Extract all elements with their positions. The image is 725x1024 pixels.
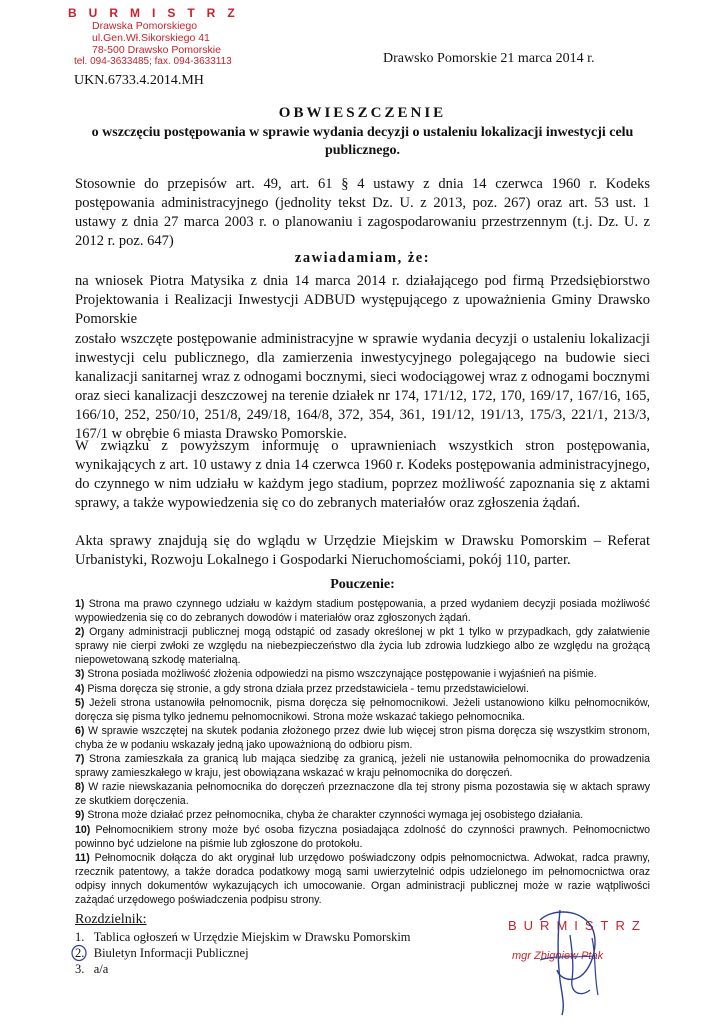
pouczenie-heading: Pouczenie: bbox=[330, 577, 395, 592]
pouczenie-list bbox=[75, 597, 650, 907]
distribution-item: 1. Tablica ogłoszeń w Urzędzie Miejskim w Drawsku Pomorskim bbox=[75, 930, 411, 944]
distribution-item: 2. Biuletyn Informacji Publicznej bbox=[75, 946, 249, 960]
pouczenie-item: 3) Strona posiada możliwość złożenia odpowiedzi na pismo wszczynające postępowanie i wyjaśnień na piśmie. bbox=[75, 668, 597, 681]
distribution-item: 3. a/a bbox=[75, 962, 109, 976]
document-title: OBWIESZCZENIE bbox=[278, 105, 447, 121]
handwritten-circle-mark bbox=[70, 944, 88, 962]
stamp-line-2: ul.Gen.Wł.Sikorskiego 41 bbox=[92, 32, 210, 44]
document-subtitle: o wszczęciu postępowania w sprawie wydania decyzji o ustaleniu lokalizacji inwestycji celu publicznego. bbox=[91, 125, 634, 158]
pouczenie-item: 1) Strona ma prawo czynnego udziału w każdym stadium postępowania, a przed wydaniem decyzji posiada możliwość wypowiedzenia się co do zebranych dowodów i materiałów oraz zgłoszonych żądań. bbox=[75, 598, 650, 625]
signature-stamp-title: BURMISTRZ bbox=[508, 918, 647, 933]
body-paragraph-applicant: na wniosek Piotra Matysika z dnia 14 marca 2014 r. działającego pod firmą Przedsiębiorstwo Projektowania i Realizacji Inwestycji ADBUD występującego z upoważnienia Gminy Drawsko Pomorskie bbox=[75, 273, 650, 327]
distribution-list bbox=[75, 929, 411, 977]
notify-heading: zawiadamiam, że: bbox=[294, 250, 431, 266]
pouczenie-item: 8) W razie niewskazania pełnomocnika do doręczeń przeznaczone dla tej strony pisma pozostawia się w aktach sprawy ze skutkiem doręczenia. bbox=[75, 781, 650, 808]
pouczenie-item: 9) Strona może działać przez pełnomocnika, chyba że charakter czynności wymaga jej osobistego działania. bbox=[75, 809, 584, 822]
pouczenie-item: 11) Pełnomocnik dołącza do akt oryginał lub urzędowo poświadczony odpis pełnomocnictwa. Adwokat, radca prawny, rzecznik patentowy, a także doradca podatkowy mogą sami uwierzytelnić odpis udzielonego im pełnomocnictwa oraz odpisy innych dokumentów wykazujących ich umocowanie. Organ administracji publicznej może w razie wątpliwości zażądać urzędowego poświadczenia podpisu strony. bbox=[75, 851, 650, 906]
pouczenie-item: 4) Pisma doręcza się stronie, a gdy strona działa przez przedstawiciela - temu przedstawicielowi. bbox=[75, 682, 529, 695]
pouczenie-item: 2) Organy administracji publicznej mogą odstąpić od zasady określonej w pkt 1 tylko w przypadkach, gdy załatwienie sprawy nie cierpi zwłoki ze względu na niebezpieczeństwo dla życia lub zdrowia ludzkiego albo ze względu na grożącą niepowetowaną szkodę materialną. bbox=[75, 626, 650, 667]
stamp-title: BURMISTRZ bbox=[68, 6, 247, 20]
legal-basis-paragraph: Stosownie do przepisów art. 49, art. 61 § 4 ustawy z dnia 14 czerwca 1960 r. Kodeks postępowania administracyjnego (jednolity tekst Dz. U. z 2013, poz. 267) oraz art. 53 ust. 1 ustawy z dnia 27 marca 2003 r. o planowaniu i zagospodarowaniu przestrzennym (t.j. Dz. U. z 2012 r. poz. 647) bbox=[75, 176, 650, 249]
pouczenie-item: 7) Strona zamieszkała za granicą lub mająca siedzibę za granicą, jeżeli nie ustanowiła pełnomocnika do prowadzenia sprawy zamieszkałego w kraju, jest obowiązana wskazać w kraju pełnomocnika do doręczeń. bbox=[75, 753, 650, 780]
body-paragraph-files: Akta sprawy znajdują się do wglądu w Urzędzie Miejskim w Drawsku Pomorskim – Referat Urbanistyki, Rozwoju Lokalnego i Gospodarki Nieruchomościami, pokój 110, parter. bbox=[75, 533, 650, 568]
pouczenie-item: 10) Pełnomocnikiem strony może być osoba fizyczna posiadająca zdolność do czynności prawnych. Pełnomocnictwo powinno być udzielone na piśmie lub zgłoszone do protokołu. bbox=[75, 823, 650, 850]
document-date: Drawsko Pomorskie 21 marca 2014 r. bbox=[383, 51, 595, 66]
stamp-line-1: Drawska Pomorskiego bbox=[92, 20, 198, 32]
stamp-line-4: tel. 094-3633485; fax. 094-3633113 bbox=[74, 56, 232, 67]
handwritten-signature bbox=[500, 900, 640, 1020]
stamp-line-3: 78-500 Drawsko Pomorskie bbox=[92, 44, 221, 56]
body-paragraph-rights: W związku z powyższym informuję o uprawnieniach wszystkich stron postępowania, wynikających z art. 10 ustawy z dnia 14 czerwca 1960 r. Kodeks postępowania administracyjnego, do czynnego w nim udziału w każdym jego stadium, poprzez możliwość zapoznania się z aktami sprawy, a także wypowiedzenia się co do zebranych materiałów oraz zgłoszenia żądań. bbox=[75, 438, 650, 511]
body-paragraph-proceedings: zostało wszczęte postępowanie administracyjne w sprawie wydania decyzji o ustaleniu lokalizacji inwestycji celu publicznego, dla zamierzenia inwestycyjnego polegającego na budowie sieci kanalizacji sanitarnej wraz z odnogami bocznymi, sieci wodociągowej wraz z odnogami bocznymi oraz sieci kanalizacji deszczowej na terenie działek nr 174, 171/12, 172, 170, 169/17, 167/16, 165, 166/10, 252, 250/10, 251/8, 249/18, 164/8, 372, 354, 361, 191/12, 191/13, 175/3, 221/1, 213/3, 167/1 w obrębie 6 miasta Drawsko Pomorskie. bbox=[75, 331, 650, 442]
pouczenie-item: 6) W sprawie wszczętej na skutek podania złożonego przez dwie lub więcej stron pisma doręcza się wszystkim stronom, chyba że w podaniu wskazały jedną jako upoważnioną do odbioru pism. bbox=[75, 724, 650, 751]
distribution-heading: Rozdzielnik: bbox=[75, 912, 147, 927]
pouczenie-item: 5) Jeżeli strona ustanowiła pełnomocnik, pisma doręcza się pełnomocnikowi. Jeżeli ustanowiono kilku pełnomocników, doręcza się pisma tylko jednemu pełnomocnikowi. Strona może wskazać takiego pełnomocnika. bbox=[75, 696, 650, 723]
reference-number: UKN.6733.4.2014.MH bbox=[74, 73, 204, 88]
signature-stamp-name: mgr Zbigniew Ptak bbox=[512, 950, 604, 962]
